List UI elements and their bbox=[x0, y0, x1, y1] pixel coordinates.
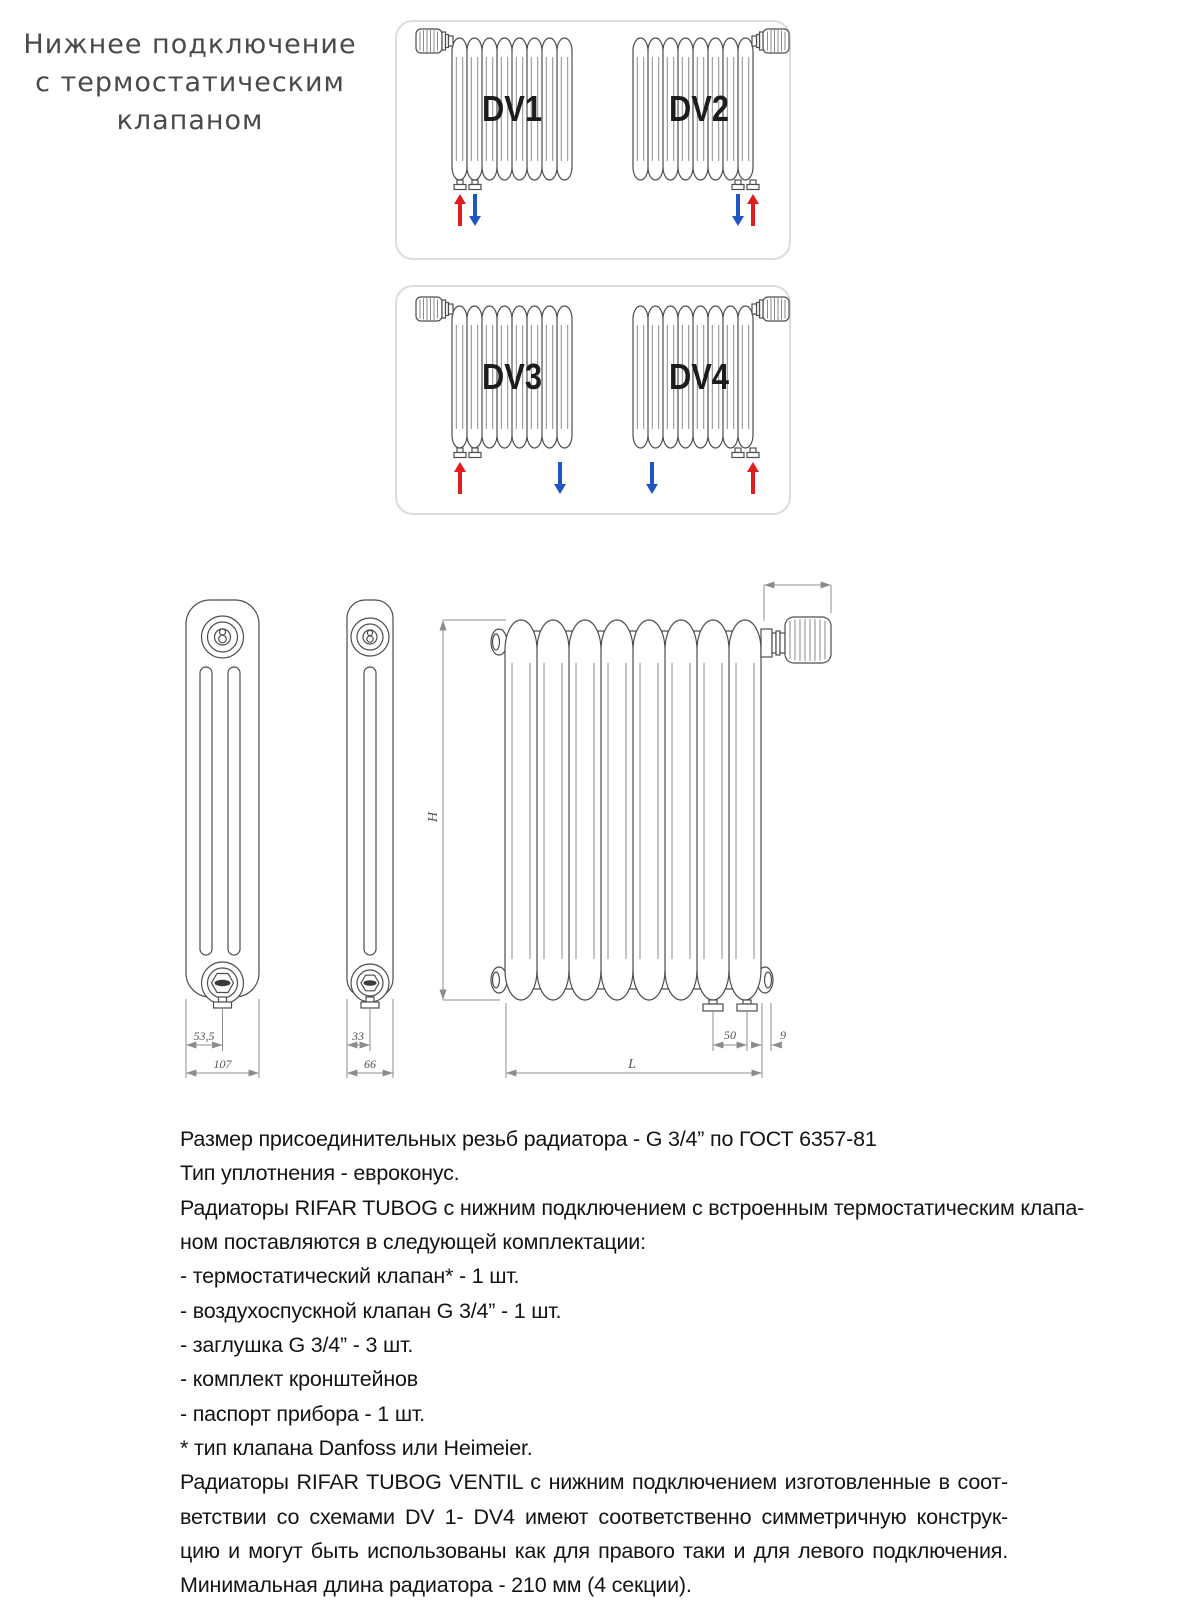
dim-stub-spacing: 50 bbox=[724, 1028, 736, 1042]
dv2-label: DV2 bbox=[669, 88, 729, 129]
supply-up-arrow-icon bbox=[454, 194, 466, 226]
return-down-arrow-icon bbox=[554, 462, 566, 494]
supply-up-arrow-icon bbox=[747, 462, 759, 494]
thermostatic-valve-icon bbox=[752, 29, 789, 53]
dim-stub-offset-narrow: 33 bbox=[352, 1029, 364, 1043]
thermostatic-valve-icon bbox=[416, 29, 453, 53]
spec-line: - термостатический клапан* - 1 шт. bbox=[180, 1264, 520, 1289]
return-down-arrow-icon bbox=[646, 462, 658, 494]
page-title-line: с термостатическим bbox=[35, 67, 345, 98]
page-title bbox=[14, 26, 366, 140]
supply-up-arrow-icon bbox=[454, 462, 466, 494]
spec-line: - комплект кронштейнов bbox=[180, 1367, 418, 1392]
spec-line: Радиаторы RIFAR TUBOG VENTIL с нижним подключением изготовленные в соот- bbox=[180, 1470, 1008, 1495]
dim-depth-wide: 107 bbox=[213, 1057, 232, 1071]
dv1-connection-diagram bbox=[415, 6, 580, 241]
front-view bbox=[491, 617, 831, 1011]
dim-depth-narrow: 66 bbox=[364, 1057, 376, 1071]
spec-line: Радиаторы RIFAR TUBOG с нижним подключением с встроенным термостатическим клапа- bbox=[180, 1195, 1085, 1220]
spec-text bbox=[180, 1122, 1085, 1603]
spec-line: Тип уплотнения - евроконус. bbox=[180, 1161, 460, 1186]
dim-height-label: H bbox=[426, 811, 441, 823]
side-view-narrow bbox=[347, 600, 393, 1008]
spec-line: Минимальная длина радиатора - 210 мм (4 секции). bbox=[180, 1573, 692, 1598]
spec-line: цию и могут быть использованы как для правого таки и для левого подключения. bbox=[180, 1539, 1008, 1564]
spec-line: ветствии со схемами DV 1- DV4 имеют соответственно симметричную конструк- bbox=[180, 1504, 1008, 1529]
spec-line: - воздухоспускной клапан G 3/4” - 1 шт. bbox=[180, 1298, 562, 1323]
dim-edge-offset: 9 bbox=[780, 1028, 786, 1042]
page-title-line: Нижнее подключение bbox=[23, 29, 357, 60]
page-title-line: клапаном bbox=[116, 105, 264, 136]
return-down-arrow-icon bbox=[469, 194, 481, 226]
spec-line: - заглушка G 3/4” - 3 шт. bbox=[180, 1333, 414, 1358]
return-down-arrow-icon bbox=[732, 194, 744, 226]
spec-line: ном поставляются в следующей комплектации: bbox=[180, 1230, 646, 1255]
dim-length-label: L bbox=[628, 1057, 636, 1072]
thermostatic-valve-icon bbox=[416, 297, 453, 321]
dv3-connection-diagram bbox=[415, 274, 580, 509]
technical-drawing bbox=[160, 555, 850, 1090]
side-view-wide bbox=[186, 600, 259, 1008]
spec-line: * тип клапана Danfoss или Heimeier. bbox=[180, 1436, 533, 1461]
dv4-connection-diagram bbox=[625, 274, 790, 509]
dv1-label: DV1 bbox=[482, 88, 542, 129]
thermostatic-valve-head bbox=[761, 617, 831, 663]
thermostatic-valve-icon bbox=[752, 297, 789, 321]
dv3-label: DV3 bbox=[482, 356, 542, 397]
spec-line: Размер присоединительных резьб радиатора - G 3/4” по ГОСТ 6357-81 bbox=[180, 1127, 877, 1151]
dv4-label: DV4 bbox=[669, 356, 729, 397]
dim-stub-offset-wide: 53,5 bbox=[193, 1029, 215, 1043]
supply-up-arrow-icon bbox=[747, 194, 759, 226]
spec-line: - паспорт прибора - 1 шт. bbox=[180, 1401, 425, 1426]
dv2-connection-diagram bbox=[625, 6, 790, 241]
